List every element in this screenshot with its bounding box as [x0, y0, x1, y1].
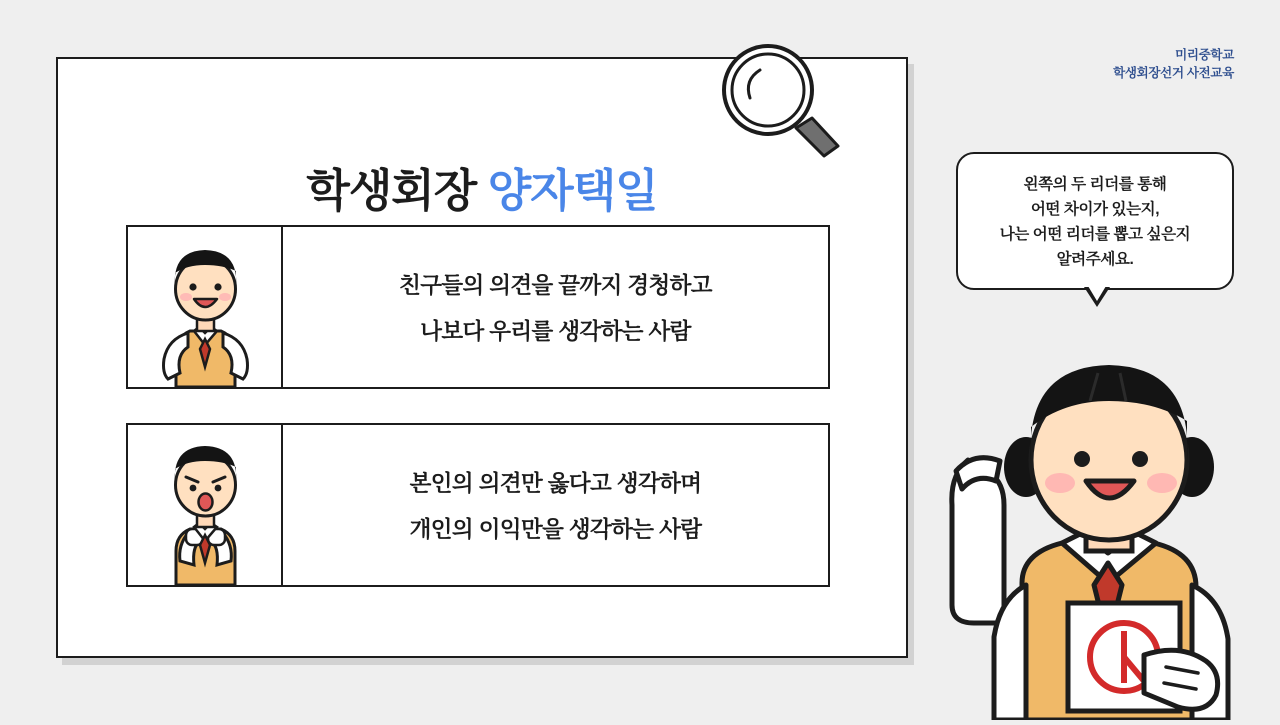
school-subtitle: 학생회장선거 사전교육 — [1113, 66, 1234, 81]
row-2-line-1: 본인의 의견만 옳다고 생각하며 — [409, 471, 702, 496]
page-title-main: 학생회장 — [306, 165, 488, 216]
smiling-student-illustration — [128, 227, 283, 387]
table-row — [126, 423, 830, 587]
row-1-line-2: 나보다 우리를 생각하는 사람 — [420, 319, 691, 344]
row-1-line-1: 친구들의 의견을 끝까지 경청하고 — [399, 273, 712, 298]
table-row — [126, 225, 830, 389]
bubble-line-4: 알려주세요. — [1056, 251, 1134, 269]
row-2-line-2: 개인의 이익만을 생각하는 사람 — [409, 517, 702, 542]
page-title-accent: 양자택일 — [487, 165, 658, 216]
student-with-ballot-illustration — [930, 355, 1280, 720]
bubble-line-1: 왼쪽의 두 리더를 통해 — [1023, 176, 1167, 193]
magnifying-glass-icon — [700, 28, 850, 178]
row-1-text — [283, 227, 828, 387]
bubble-line-2: 어떤 차이가 있는지, — [1030, 201, 1160, 219]
angry-student-illustration — [128, 425, 283, 585]
speech-bubble — [956, 152, 1234, 290]
school-name: 미리중학교 — [1175, 48, 1234, 62]
bubble-line-3: 나는 어떤 리더를 뽑고 싶은지 — [999, 226, 1191, 244]
school-label — [1113, 46, 1234, 82]
row-2-text — [283, 425, 828, 585]
bubble-tail — [1084, 287, 1110, 307]
